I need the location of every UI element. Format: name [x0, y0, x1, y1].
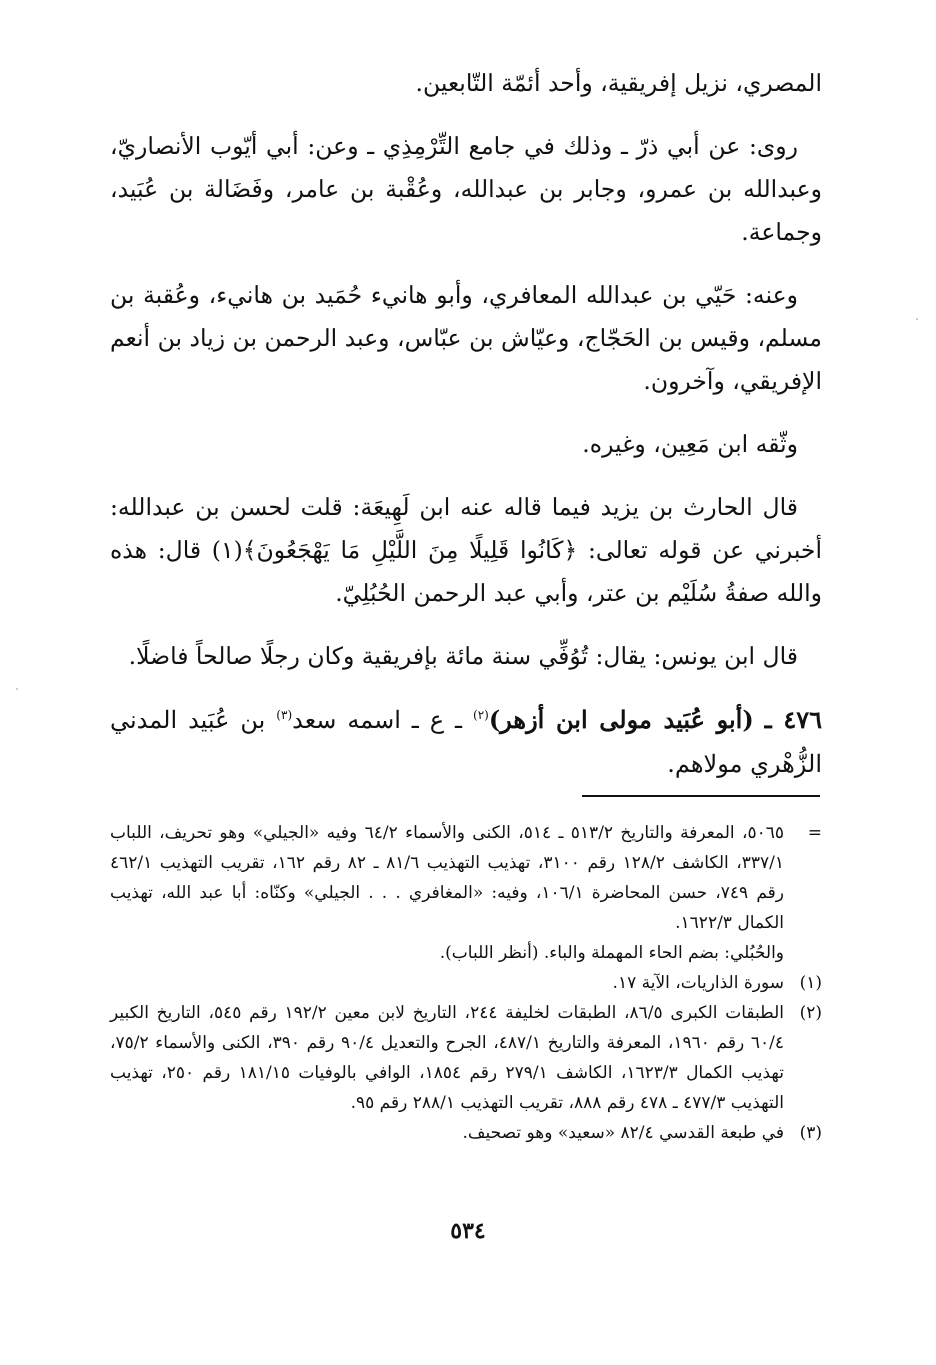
- footnote-text: ٥٠٦٥، المعرفة والتاريخ ٥١٣/٢ ـ ٥١٤، الكنى والأسماء ٦٤/٢ وفيه «الجيلي» وهو تحريف، اللباب ٣٣٧/١، الكاشف ١٢٨/٢ رقم ٣١٠٠، تهذيب التهذيب ٨١/٦ ـ ٨٢ رقم ١٦٢، تقريب التهذيب ٤٦٢/١ رقم ٧٤٩، حسن المحاضرة ١٠٦/١، وفيه: «المغافري . . . الجيلي» وكنّاه: أبا عبد الله، تهذيب الكمال ١٦٢٢/٣.: [110, 823, 784, 933]
- footnote-mark: =: [807, 823, 822, 843]
- footnote-mark: (٢): [799, 1003, 822, 1023]
- page-number: ٥٣٤: [450, 1218, 486, 1244]
- biography-entry-heading: [110, 698, 822, 786]
- entry-middle: ـ ع ـ اسمه سعد: [292, 706, 463, 734]
- footnote-separator: [582, 795, 820, 797]
- scan-speck: [16, 688, 18, 690]
- paragraph-narrated-from: روى: عن أبي ذرّ ـ وذلك في جامع التِّرْمِذِي ـ وعن: أبي أيّوب الأنصاريّ، وعبدالله بن عمرو، وجابر بن عبدالله، وعُقْبة بن عامر، وفَضَالة بن عُبَيد، وجماعة.: [110, 132, 822, 246]
- footnote-continuation: [110, 818, 822, 938]
- footnote-text: والحُبُلي: بضم الحاء المهملة والباء. (أنظر اللباب).: [439, 943, 784, 963]
- paragraph-intro: المصري، نزيل إفريقية، وأحد أئمّة التّابعين.: [415, 69, 822, 97]
- paragraph-narrated-by: وعنه: حَيّي بن عبدالله المعافري، وأبو هانيء حُمَيد بن هانيء، وعُقبة بن مسلم، وقيس بن الحَجّاج، وعيّاش بن عبّاس، وعبد الرحمن بن زياد بن أنعم الإفريقي، وآخرون.: [110, 281, 822, 395]
- main-text: [110, 62, 822, 786]
- footnote-3: [110, 1118, 822, 1148]
- paragraph-quote: قال الحارث بن يزيد فيما قاله عنه ابن لَهِيعَة: قلت لحسن بن عبدالله: أخبرني عن قوله تعالى: ﴿كَانُوا قَلِيلًا مِنَ اللَّيْلِ مَا يَهْجَعُونَ﴾(١) قال: هذه والله صفةُ سُلَيْم بن عتر، وأبي عبد الرحمن الحُبُلِيّ.: [110, 493, 822, 607]
- entry-number: ٤٧٦ ـ: [764, 705, 822, 734]
- entry-footnote-ref-2: (٢): [473, 708, 489, 722]
- footnote-mark: (١): [799, 973, 822, 993]
- footnotes: [110, 818, 822, 1148]
- footnote-note: [110, 938, 822, 968]
- footnote-text: سورة الذاريات، الآية ١٧.: [612, 973, 784, 993]
- footnote-text: في طبعة القدسي ٨٢/٤ «سعيد» وهو تصحيف.: [462, 1123, 784, 1143]
- footnote-mark: (٣): [799, 1123, 822, 1143]
- entry-footnote-ref-3: (٣): [276, 708, 293, 722]
- entry-name: (أبو عُبَيد مولى ابن أزهر): [488, 705, 754, 734]
- paragraph-death: قال ابن يونس: يقال: تُوُفِّي سنة مائة بإفريقية وكان رجلًا صالحاً فاضلًا.: [128, 642, 798, 670]
- footnote-1: [110, 968, 822, 998]
- entry-rest: بن عُبَيد المدني الزُّهْري مولاهم.: [110, 706, 822, 778]
- scan-speck: [916, 318, 918, 320]
- footnote-text: الطبقات الكبرى ٨٦/٥، الطبقات لخليفة ٢٤٤، التاريخ لابن معين ١٩٢/٢ رقم ٥٤٥، التاريخ الكبير ٦٠/٤ رقم ١٩٦٠، المعرفة والتاريخ ٤٨٧/١، الجرح والتعديل ٩٠/٤ رقم ٣٩٠، الكنى والأسماء ٧٥/٢، تهذيب الكمال ١٦٢٣/٣، الكاشف ٢٧٩/١ رقم ١٨٥٤، الوافي بالوفيات ١٨١/١٥ رقم ٢٥٠، تهذيب التهذيب ٤٧٧/٣ ـ ٤٧٨ رقم ٨٨٨، تقريب التهذيب ٢٨٨/١ رقم ٩٥.: [110, 1003, 785, 1113]
- footnote-2: [110, 998, 822, 1118]
- paragraph-reliability: وثّقه ابن مَعِين، وغيره.: [582, 430, 798, 458]
